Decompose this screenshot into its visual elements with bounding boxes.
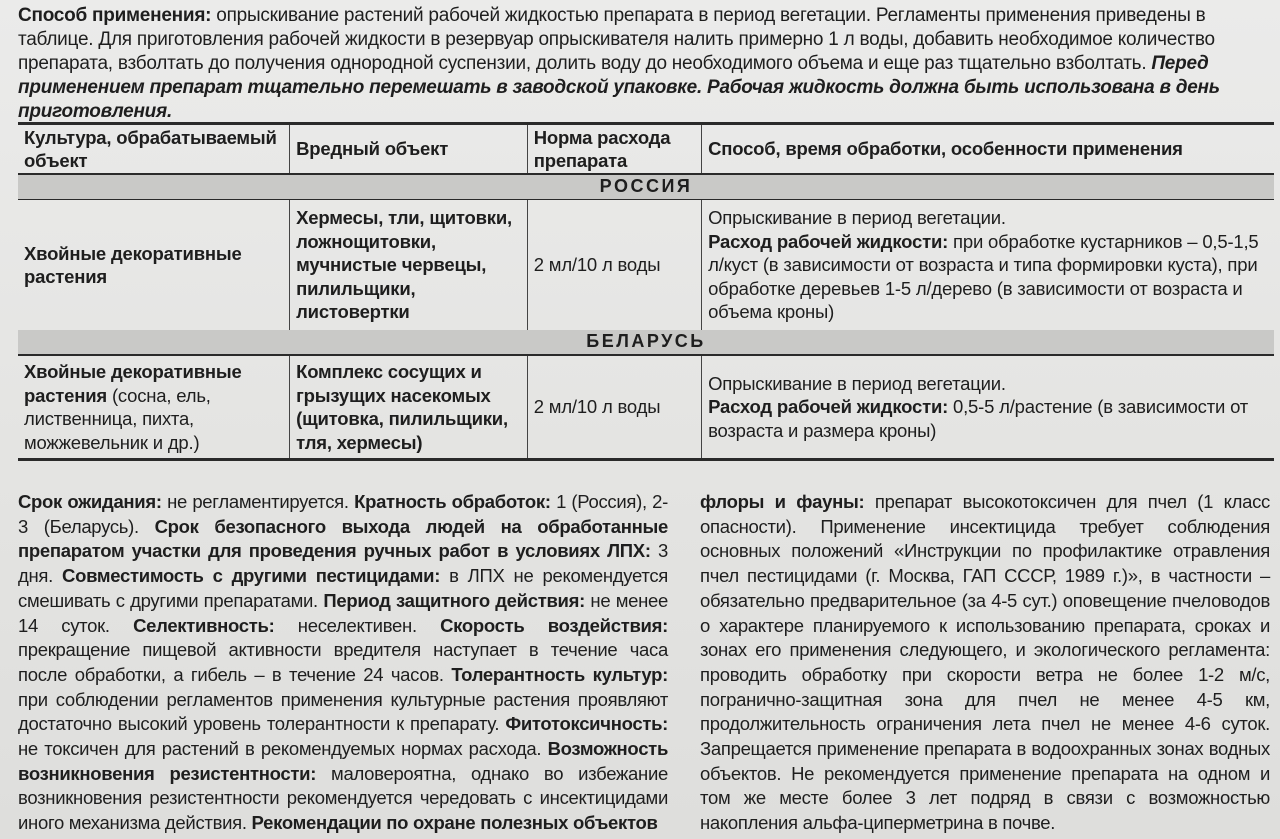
resistance-text: маловероятна, однако во избежание возникновения резистентности рекомендуется чередовать с инсектицидами иного механизма действия. [18,762,668,834]
waiting-period-label: Срок ожидания: [18,491,162,512]
rate-cell: 2 мл/10 л воды [527,355,701,460]
crop-tolerance-text: при соблюдении регламентов применения культурные растения проявляют достаточно высокий уровень толерантности к препарату. [18,688,668,735]
header-crop: Культура, обрабатываемый объект [18,124,290,175]
crop-name: Хвойные декоративные растения [24,361,242,406]
method-cell [702,355,1274,460]
treatment-count-text: 1 (Россия), 2-3 (Беларусь). [18,491,669,537]
protection-period-label: Период защитного действия: [323,589,585,611]
application-method-text: опрыскивание растений рабочей жидкостью препарата в период вегетации. Регламенты применения приведены в таблице. Для приготовления рабочей жидкости в резервуар опрыскивателя налить примерно 1 л воды, добавить необходимое количество препарата, взболтать до получения однородной суспензии, долить воду до необходимого объема и еще раз тщательно взболтать. [18,5,1215,74]
phytotoxicity-label: Фитотоксичность: [505,713,669,735]
pest-cell: Комплекс сосущих и грызущих насекомых (щитовка, пилильщики, тля, хермесы) [290,355,528,460]
phytotoxicity-text: не токсичен для растений в рекомендуемых нормах расхода. [18,738,542,760]
preparation-warning: Перед применением препарат тщательно перемешать в заводской упаковке. Рабочая жидкость должна быть использована в день приготовления. [18,53,1220,122]
selectivity-text: неселективен. [297,614,417,636]
consumption-label: Расход рабочей жидкости: [708,396,949,418]
compatibility-text: в ЛПХ не рекомендуется смешивать с другими препаратами. [18,565,669,611]
right-text-column [700,490,1270,836]
table-row [18,355,1274,460]
application-method-label: Способ применения: [18,5,212,26]
bee-safety-text: препарат высокотоксичен для пчел (1 класс опасности). Применение инсектицида требует соблюдения основных положений «Инструкции по профилактике отравления пчел пестицидами (г. Москва, ГАП СССР, 1989 г.)», в частности – обязательно предварительное (за 4-5 сут.) оповещение пчеловодов о характере планируемого к использованию препарата, сроках и зонах его применения следующего, и экологического регламента: проводить обработку при скорости ветра не более 1-2 м/с, погранично-защитная зона для пчел не менее 4-5 км, продолжительность ограничения лета пчел не менее 4-6 суток. Запрещается применение препарата в водоохранных зонах водных объектов. Не рекомендуется применение препарата на одном и том же месте более 3 лет подряд в связи с возможностью накопления альфа-циперметрина в почве. [700,491,1270,834]
crop-tolerance-label: Толерантность культур: [451,663,668,685]
section-band-russia [18,174,1274,200]
country-label: БЕЛАРУСЬ [18,330,1274,355]
method-line: Опрыскивание в период вегетации. [708,372,1006,394]
consumption-label: Расход рабочей жидкости: [708,230,949,252]
application-method-paragraph [18,4,1270,124]
country-label: РОССИЯ [18,174,1274,200]
flora-fauna-label: флоры и фауны: [700,491,865,512]
rate-cell: 2 мл/10 л воды [527,200,701,331]
waiting-period-text: не регламентируется. [167,491,349,512]
crop-note: (сосна, ель, лиственница, пихта, можжевельник и др.) [24,384,211,453]
compatibility-label: Совместимость с другими пестицидами: [62,565,441,587]
pest-cell: Хермесы, тли, щитовки, ложнощитовки, мучнистые червецы, пилильщики, листовертки [290,200,528,331]
beneficial-protection-label: Рекомендации по охране полезных объектов [251,812,658,834]
consumption-text: при обработке кустарников – 0,5-1,5 л/куст (в зависимости от возраста и типа формировки куста), при обработке деревьев 1-5 л/дерево (в зависимости от возраста и объема кроны) [708,230,1259,323]
method-line: Опрыскивание в период вегетации. [708,207,1006,229]
protection-period-text: не менее 14 суток. [18,589,669,636]
resistance-label: Возможность возникновения резистентности: [18,738,669,784]
crop-cell [18,355,290,460]
treatment-count-label: Кратность обработок: [354,491,551,512]
application-regulations-table [18,122,1274,461]
crop-cell [18,200,290,331]
selectivity-label: Селективность: [133,614,275,636]
reentry-period-text: 3 дня. [18,540,668,587]
consumption-text: 0,5-5 л/растение (в зависимости от возраста и размера кроны) [708,396,1249,441]
crop-name: Хвойные декоративные растения [24,242,242,287]
method-cell [702,200,1274,331]
table-row [18,200,1274,331]
header-rate: Норма расхода препарата [527,124,701,175]
header-method: Способ, время обработки, особенности применения [702,124,1274,175]
action-speed-text: прекращение пищевой активности вредителя наступает в течение часа после обработки, а гибель – в течение 24 часов. [18,639,668,685]
table-header-row [18,124,1274,175]
reentry-period-label: Срок безопасного выхода людей на обработанные препаратом участки для проведения ручных работ в условиях ЛПХ: [18,515,668,562]
left-text-column [18,490,668,836]
section-band-belarus [18,330,1274,355]
action-speed-label: Скорость воздействия: [440,614,668,636]
header-pest: Вредный объект [290,124,528,175]
